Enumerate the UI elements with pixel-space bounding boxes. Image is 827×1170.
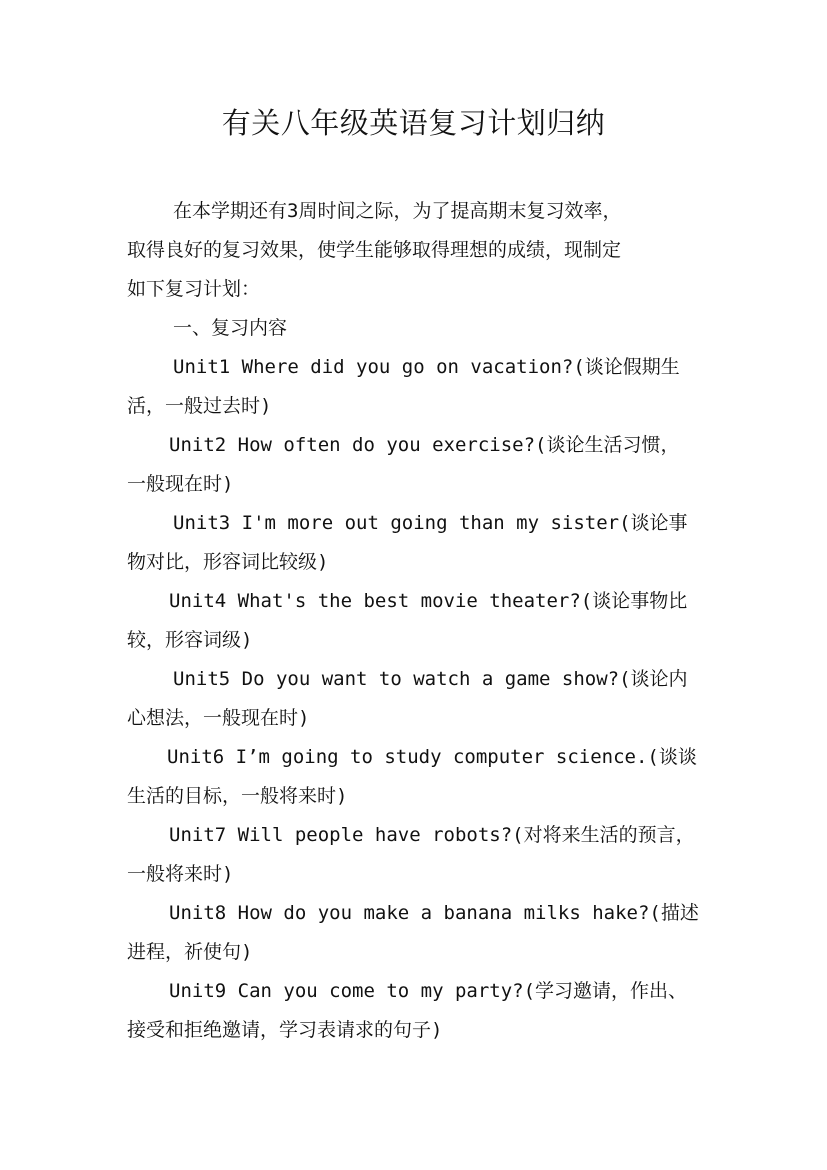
unit-line: Unit5 Do you want to watch a game show?(谈论内 <box>173 668 688 690</box>
document-body <box>127 192 717 1050</box>
unit-line-continuation: 接受和拒绝邀请，学习表请求的句子) <box>127 1019 443 1041</box>
unit-line: Unit7 Will people have robots?(对将来生活的预言， <box>169 824 695 846</box>
document-title: 有关八年级英语复习计划归纳 <box>221 106 606 140</box>
unit-line-continuation: 较，形容词级) <box>127 629 253 651</box>
unit-line-continuation: 生活的目标，一般将来时) <box>127 785 348 807</box>
unit-line-continuation: 活，一般过去时) <box>127 395 272 417</box>
unit-line: Unit6 I’m going to study computer science.(谈谈 <box>167 746 697 768</box>
unit-line-continuation: 一般将来时) <box>127 863 234 885</box>
unit-line: Unit9 Can you come to my party?(学习邀请，作出、 <box>169 980 688 1002</box>
unit-line-continuation: 进程，祈使句) <box>127 941 253 963</box>
unit-line: Unit8 How do you make a banana milks hake?(描述 <box>169 902 699 924</box>
unit-line: Unit4 What's the best movie theater?(谈论事物比 <box>169 590 688 612</box>
unit-line: Unit1 Where did you go on vacation?(谈论假期生 <box>173 356 680 378</box>
paragraph-line: 取得良好的复习效果，使学生能够取得理想的成绩，现制定 <box>127 239 622 261</box>
paragraph-line: 在本学期还有3周时间之际，为了提高期末复习效率， <box>173 200 622 222</box>
unit-line-continuation: 一般现在时) <box>127 473 234 495</box>
paragraph-line: 如下复习计划： <box>127 278 261 300</box>
section-heading: 一、复习内容 <box>173 317 288 339</box>
unit-line-continuation: 物对比，形容词比较级) <box>127 551 329 573</box>
unit-line-continuation: 心想法，一般现在时) <box>127 707 310 729</box>
unit-line: Unit3 I'm more out going than my sister(谈论事 <box>173 512 688 534</box>
unit-line: Unit2 How often do you exercise?(谈论生活习惯， <box>169 434 680 456</box>
